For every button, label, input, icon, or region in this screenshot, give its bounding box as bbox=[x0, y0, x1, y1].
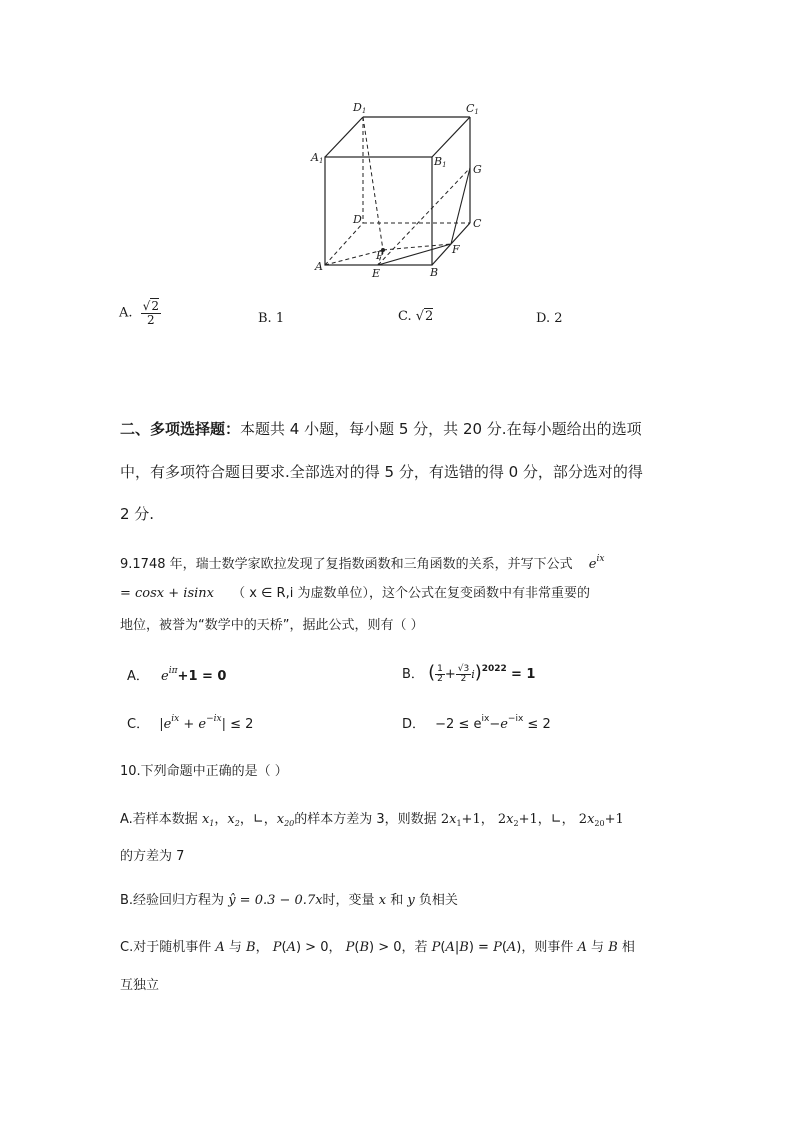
q9-option-c: C． $|e^{ix} + e^{-ix}| \le 2$ bbox=[127, 714, 254, 732]
option-a-label: A. bbox=[119, 305, 133, 321]
label-d1: D1 bbox=[353, 101, 367, 115]
label-d: D bbox=[353, 213, 362, 226]
q8-option-a bbox=[119, 300, 161, 326]
q9-formula-e: $e^{ix}$ bbox=[588, 554, 605, 572]
edge-b1-c1 bbox=[432, 117, 470, 157]
section2-title: 二、多项选择题： bbox=[120, 420, 241, 438]
q10-option-a-line1: A.若样本数据 $x_1$，$x_2$，∟，$x_{20}$的样本方差为 3，则数据 $2x_1+1$， $2x_2+1$，∟， $2x_{20}+1$ bbox=[120, 812, 624, 828]
segment-f-g bbox=[451, 168, 470, 244]
q8-option-b: B. 1 bbox=[258, 311, 285, 326]
q9-option-d: D． $-2 \le e^{ix}-e^{-ix} \le 2$ bbox=[402, 714, 551, 732]
q9-line2: = cosx + isinx （ x ∈ R,i 为虚数单位），这个公式在复变函数中有非常重要的 bbox=[120, 586, 590, 601]
edge-a1-d1 bbox=[325, 117, 363, 157]
label-c: C bbox=[473, 217, 482, 230]
q9-line1: 9.1748 年，瑞士数学家欧拉发现了复指数函数和三角函数的关系，并写下公式 $e^{ix}$ bbox=[120, 554, 605, 572]
q9-line3: 地位，被誉为“数学中的天桥”，据此公式，则有（ ） bbox=[120, 618, 424, 633]
q10-option-a-line2: 的方差为 7 bbox=[120, 849, 185, 864]
label-a: A bbox=[315, 260, 323, 273]
label-b1: B1 bbox=[434, 155, 447, 169]
section2-line1: 二、多项选择题：本题共 4 小题，每小题 5 分，共 20 分.在每小题给出的选项 bbox=[120, 420, 642, 438]
q10-option-b: B.经验回归方程为 ŷ = 0.3 − 0.7x时，变量 x 和 y 负相关 bbox=[120, 893, 458, 908]
q10-option-c-line1: C.对于随机事件 A 与 B， P(A) > 0， P(B) > 0，若 P(A|B) = P(A)，则事件 A 与 B 相 bbox=[120, 940, 635, 955]
q9-formula-rhs: = cosx + isinx bbox=[120, 586, 214, 601]
segment-d1-p bbox=[363, 117, 383, 250]
label-f: F bbox=[452, 243, 460, 256]
option-a-fraction: $\frac{√2}{2}$ bbox=[142, 299, 159, 327]
section2-line2: 中，有多项符合题目要求.全部选对的得 5 分，有选错的得 0 分，部分选对的得 bbox=[120, 463, 643, 481]
section2-line3: 2 分. bbox=[120, 505, 155, 523]
label-e: E bbox=[372, 267, 381, 280]
label-a1: A1 bbox=[311, 151, 324, 165]
q9-option-a: A． $e^{i\pi}+1 = 0$ bbox=[127, 666, 227, 684]
q8-option-d: D. 2 bbox=[536, 311, 563, 326]
segment-a-p bbox=[325, 250, 383, 265]
q10-stem: 10.下列命题中正确的是（ ） bbox=[120, 764, 288, 779]
label-g: G bbox=[473, 163, 482, 176]
label-b: B bbox=[430, 266, 439, 279]
edge-a-d-hidden bbox=[325, 223, 363, 265]
label-p: P bbox=[376, 249, 384, 262]
q8-option-c: C. √2 bbox=[398, 309, 434, 324]
q10-option-c-line2: 互独立 bbox=[120, 978, 160, 993]
q9-option-b: B． ( $\frac{1}{2}$ + $\frac{√3}{2}$ i)$^{2022}$ = 1 bbox=[402, 662, 536, 684]
label-c1: C1 bbox=[466, 102, 479, 116]
cube-figure bbox=[300, 95, 500, 285]
